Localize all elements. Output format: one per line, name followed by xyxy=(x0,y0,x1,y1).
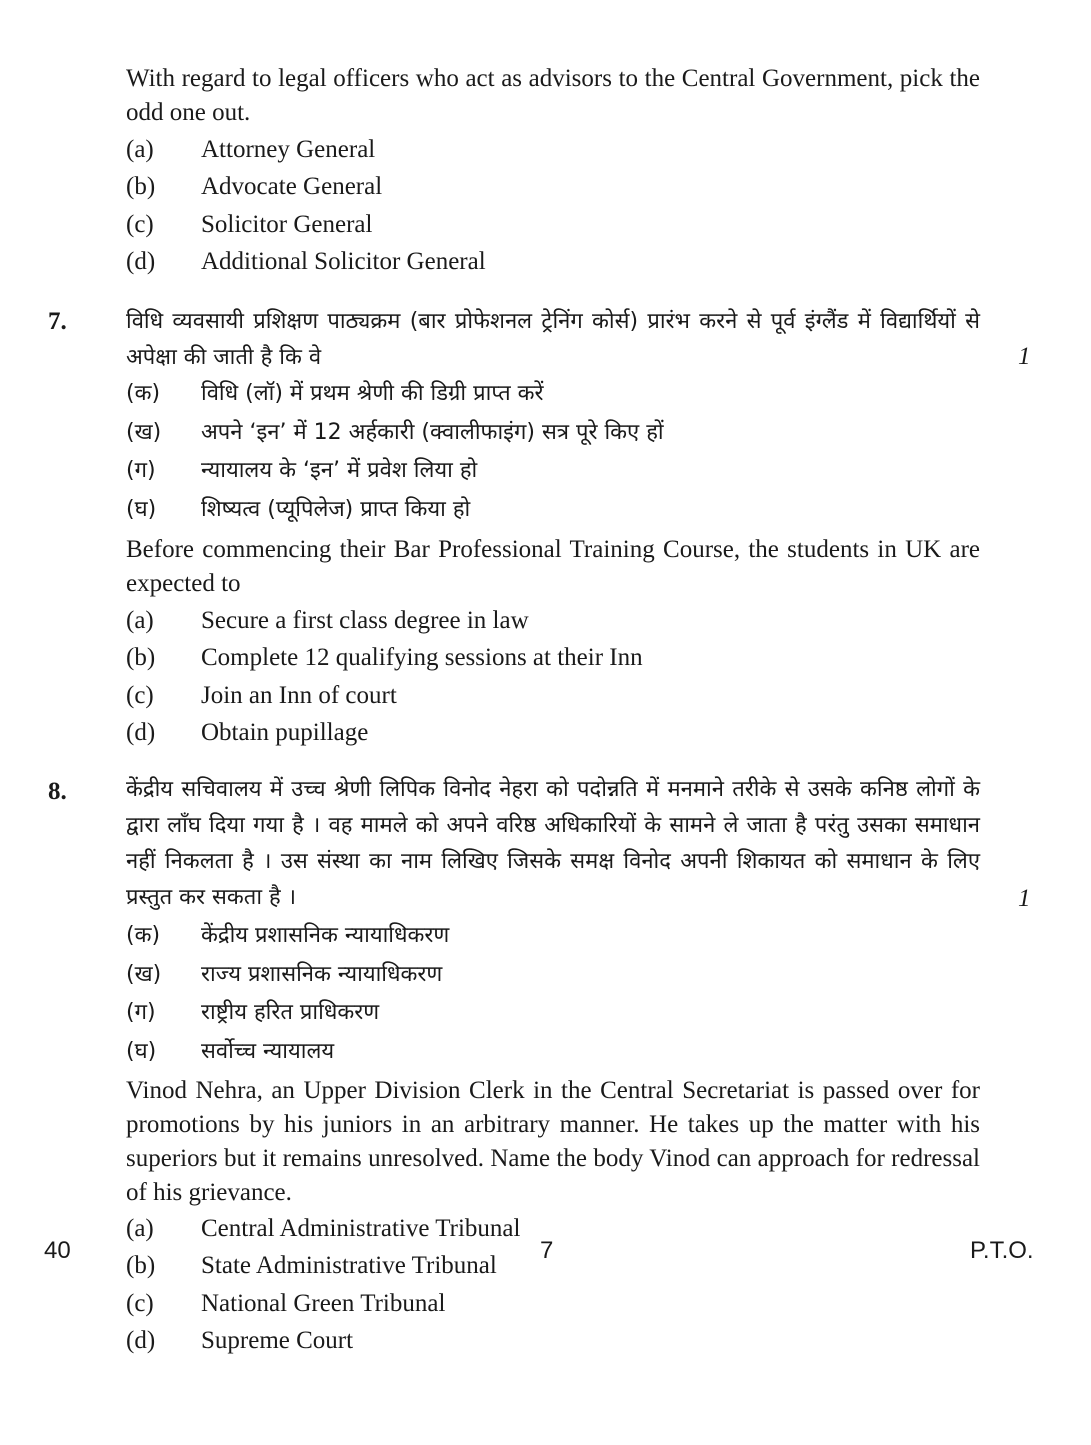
option-label: (c) xyxy=(126,682,154,709)
option-text: Supreme Court xyxy=(201,1327,354,1354)
option-label: (b) xyxy=(126,173,156,200)
option-text: विधि (लॉ) में प्रथम श्रेणी की डिग्री प्राप्त करें xyxy=(201,381,544,406)
option-text: राज्य प्रशासनिक न्यायाधिकरण xyxy=(201,962,443,987)
footer-paper-code: 40 xyxy=(44,1237,71,1264)
option-text: Advocate General xyxy=(201,173,383,200)
footer-pto: P.T.O. xyxy=(970,1237,1034,1264)
option-label: (c) xyxy=(126,1290,154,1317)
q8-number: 8. xyxy=(48,778,67,805)
option-label: (ग) xyxy=(126,458,156,483)
q7-option-d xyxy=(126,716,368,750)
q7-question-en: Before commencing their Bar Professional Training Course, the students in UK are expected to xyxy=(126,536,980,597)
option-label: (क) xyxy=(126,923,161,948)
option-text: Secure a first class degree in law xyxy=(201,607,529,634)
option-text: केंद्रीय प्रशासनिक न्यायाधिकरण xyxy=(201,923,450,948)
option-label: (c) xyxy=(126,211,154,238)
option-text: National Green Tribunal xyxy=(201,1290,446,1317)
q7-option-ka xyxy=(126,376,544,412)
option-label: (a) xyxy=(126,136,154,163)
option-label: (ख) xyxy=(126,962,162,987)
option-label: (ख) xyxy=(126,420,162,445)
q7-option-kha xyxy=(126,415,664,451)
option-label: (a) xyxy=(126,1215,154,1242)
q8-question-en: Vinod Nehra, an Upper Division Clerk in the Central Secretariat is passed over for promotions by his juniors in an arbitrary manner. He takes up the matter with his superiors but it remains unresolved. Name the body Vinod can approach for redressal of his grievance. xyxy=(126,1077,980,1206)
option-label: (घ) xyxy=(126,497,157,522)
q7-question-hi: विधि व्यवसायी प्रशिक्षण पाठ्यक्रम (बार प्रोफेशनल ट्रेनिंग कोर्स) प्रारंभ करने से पूर्व इंग्लैंड में विद्यार्थियों से अपेक्षा की जाती है कि वे xyxy=(126,309,980,370)
option-label: (d) xyxy=(126,248,156,275)
q6-question-en: With regard to legal officers who act as advisors to the Central Government, pick the odd one out. xyxy=(126,65,980,126)
option-text: अपने ‘इन’ में 12 अर्हकारी (क्वालीफाइंग) सत्र पूरे किए हों xyxy=(201,420,664,445)
q7-number: 7. xyxy=(48,308,67,335)
option-text: सर्वोच्च न्यायालय xyxy=(201,1039,335,1064)
q8-option-kha xyxy=(126,957,442,993)
option-label: (क) xyxy=(126,381,161,406)
option-text: State Administrative Tribunal xyxy=(201,1252,497,1279)
option-text: शिष्यत्व (प्यूपिलेज) प्राप्त किया हो xyxy=(201,497,471,522)
q8-question-hi: केंद्रीय सचिवालय में उच्च श्रेणी लिपिक विनोद नेहरा को पदोन्नति में मनमाने तरीके से उसके कनिष्ठ लोगों के द्वारा लाँघ दिया गया है । वह मामले को अपने वरिष्ठ अधिकारियों के सामने ले जाता है परंतु उसका समाधान नहीं निकलता है । उस संस्था का नाम लिखिए जिसके समक्ष विनोद अपनी शिकायत को समाधान के लिए प्रस्तुत कर सकता है । xyxy=(126,777,980,910)
option-label: (d) xyxy=(126,719,156,746)
option-label: (a) xyxy=(126,607,154,634)
q6-option-c xyxy=(126,208,372,242)
q7-option-ga xyxy=(126,453,477,489)
option-label: (b) xyxy=(126,644,156,671)
q7-option-a xyxy=(126,604,529,638)
option-text: Additional Solicitor General xyxy=(201,248,486,275)
option-text: राष्ट्रीय हरित प्राधिकरण xyxy=(201,1000,380,1025)
option-text: Join an Inn of court xyxy=(201,682,397,709)
option-text: Complete 12 qualifying sessions at their Inn xyxy=(201,644,643,671)
q6-option-d xyxy=(126,245,486,279)
q7-marks: 1 xyxy=(1018,343,1031,370)
q8-option-d xyxy=(126,1324,353,1358)
option-text: Obtain pupillage xyxy=(201,719,369,746)
q8-option-b xyxy=(126,1249,497,1283)
footer-page-number: 7 xyxy=(540,1237,554,1264)
q8-option-gha xyxy=(126,1034,334,1070)
option-label: (ग) xyxy=(126,1000,156,1025)
q8-option-ga xyxy=(126,995,379,1031)
q8-option-ka xyxy=(126,918,449,954)
q7-option-gha xyxy=(126,492,470,528)
q6-option-b xyxy=(126,170,382,204)
q8-option-a xyxy=(126,1212,520,1246)
option-text: Solicitor General xyxy=(201,211,373,238)
q7-option-c xyxy=(126,679,397,713)
q8-marks: 1 xyxy=(1018,885,1031,912)
option-text: न्यायालय के ‘इन’ में प्रवेश लिया हो xyxy=(201,458,478,483)
option-label: (b) xyxy=(126,1252,156,1279)
option-label: (d) xyxy=(126,1327,156,1354)
q7-option-b xyxy=(126,641,643,675)
q8-option-c xyxy=(126,1287,445,1321)
q6-option-a xyxy=(126,133,375,167)
option-label: (घ) xyxy=(126,1039,157,1064)
option-text: Central Administrative Tribunal xyxy=(201,1215,521,1242)
option-text: Attorney General xyxy=(201,136,376,163)
